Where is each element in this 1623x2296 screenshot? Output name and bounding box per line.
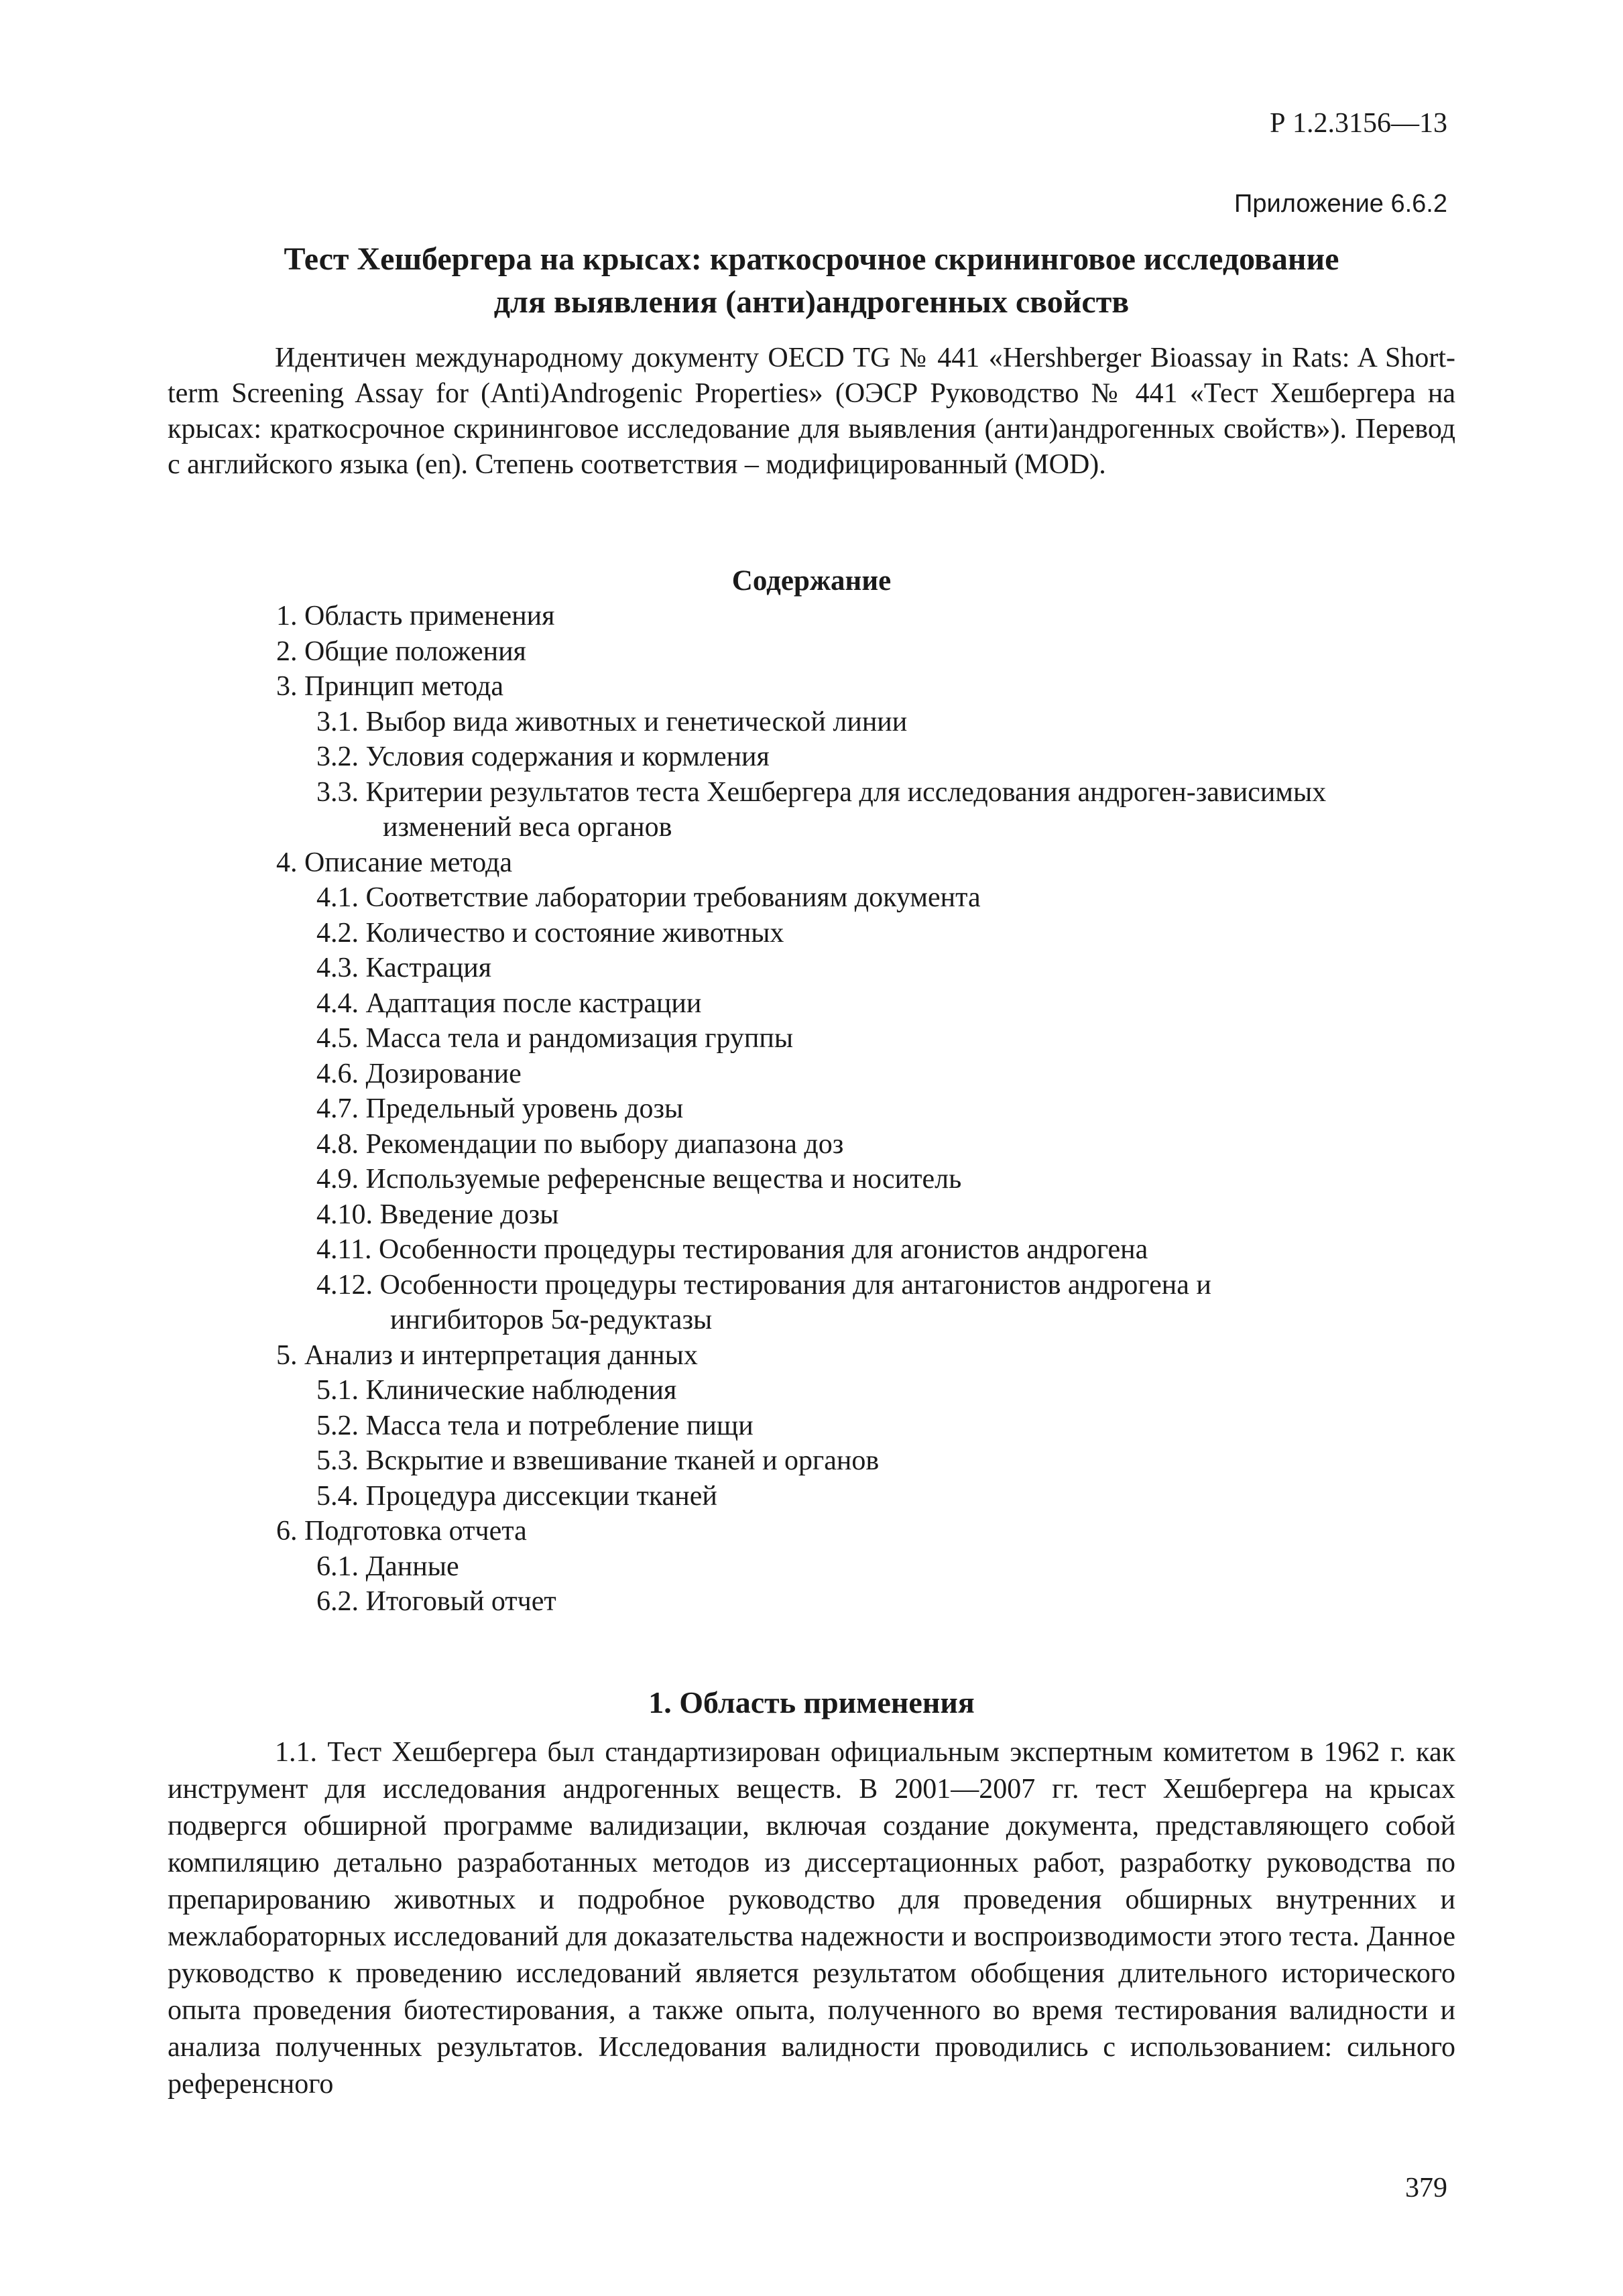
title-line-2: для выявления (анти)андрогенных свойств bbox=[493, 284, 1130, 320]
toc-item: 3. Принцип метода bbox=[276, 671, 504, 702]
toc-item: 6.2. Итоговый отчет bbox=[316, 1586, 556, 1617]
intro-paragraph: Идентичен международному документу OECD TG № 441 «Hershberger Bioassay in Rats: A Short-term Screening Assay for (Anti)Androgenic Properties» (ОЭСР Руководство № 441 «Тест Хешбергера на крысах: краткосрочное скрининговое исследование для выявления (анти)андрогенных свойств»). Перевод с английского языка (en). Степень соответствия – модифицированный (MOD). bbox=[168, 343, 1455, 480]
page-number: 379 bbox=[1405, 2173, 1447, 2203]
toc-item: 4.2. Количество и состояние животных bbox=[316, 917, 784, 949]
toc-item: 3.2. Условия содержания и кормления bbox=[316, 741, 770, 772]
document-title bbox=[176, 238, 1447, 324]
toc-item: 4.9. Используемые референсные вещества и носитель bbox=[316, 1164, 962, 1195]
title-line-1: Тест Хешбергера на крысах: краткосрочное скрининговое исследование bbox=[284, 241, 1339, 277]
section-heading: 1. Область применения bbox=[648, 1685, 975, 1719]
section-paragraph: 1.1. Тест Хешбергера был стандартизирован официальным экспертным комитетом в 1962 г. как инструмент для исследования андрогенных веществ. В 2001—2007 гг. тест Хешбергера на крысах подвергся обширной программе валидизации, включая создание документа, представляющего собой компиляцию детально разработанных методов из диссертационных работ, разработку руководства по препарированию животных и подробное руководство для проведения обширных внутренних и межлабораторных исследований для доказательства надежности и воспроизводимости этого теста. Данное руководство к проведению исследований является результатом обобщения длительного исторического опыта проведения биотестирования, а также опыта, полученного во время тестирования валидности и анализа полученных результатов. Исследования валидности проводились с использованием: сильного референсного bbox=[168, 1737, 1455, 2100]
toc-item: 4. Описание метода bbox=[276, 847, 512, 878]
toc-item: 4.12. Особенности процедуры тестирования для антагонистов андрогена и bbox=[316, 1269, 1211, 1301]
toc-item: 4.3. Кастрация bbox=[316, 953, 492, 983]
document-code: Р 1.2.3156—13 bbox=[1270, 108, 1447, 139]
toc-item: 1. Область применения bbox=[276, 601, 555, 631]
toc-item: 4.11. Особенности процедуры тестирования для агонистов андрогена bbox=[316, 1234, 1148, 1265]
toc-item: 6. Подготовка отчета bbox=[276, 1516, 527, 1547]
toc-heading: Содержание bbox=[731, 565, 892, 597]
toc-item: 5.4. Процедура диссекции тканей bbox=[316, 1480, 717, 1512]
toc-item: 4.7. Предельный уровень дозы bbox=[316, 1093, 684, 1124]
toc-item: 4.5. Масса тела и рандомизация группы bbox=[316, 1023, 794, 1054]
toc-item: 6.1. Данные bbox=[316, 1551, 459, 1582]
toc-item: 4.6. Дозирование bbox=[316, 1058, 522, 1089]
toc-item: 4.8. Рекомендации по выбору диапазона доз bbox=[316, 1128, 844, 1160]
toc-item: 5.1. Клинические наблюдения bbox=[316, 1375, 677, 1406]
toc-item: 2. Общие положения bbox=[276, 636, 526, 667]
toc-item: 4.10. Введение дозы bbox=[316, 1199, 559, 1230]
toc-item-continuation: ингибиторов 5α-редуктазы bbox=[390, 1305, 713, 1335]
toc-item: 3.3. Критерии результатов теста Хешбергера для исследования андроген-зависимых bbox=[316, 776, 1327, 808]
toc-item-continuation: изменений веса органов bbox=[383, 812, 672, 843]
toc-item: 5. Анализ и интерпретация данных bbox=[276, 1339, 698, 1371]
toc-item: 4.4. Адаптация после кастрации bbox=[316, 987, 702, 1019]
toc-item: 4.1. Соответствие лаборатории требованиям документа bbox=[316, 882, 981, 913]
toc-item: 3.1. Выбор вида животных и генетической линии bbox=[316, 706, 908, 737]
appendix-label: Приложение 6.6.2 bbox=[1234, 190, 1447, 218]
toc-item: 5.3. Вскрытие и взвешивание тканей и органов bbox=[316, 1445, 880, 1476]
table-of-contents bbox=[0, 599, 1623, 1620]
toc-item: 5.2. Масса тела и потребление пищи bbox=[316, 1410, 754, 1441]
